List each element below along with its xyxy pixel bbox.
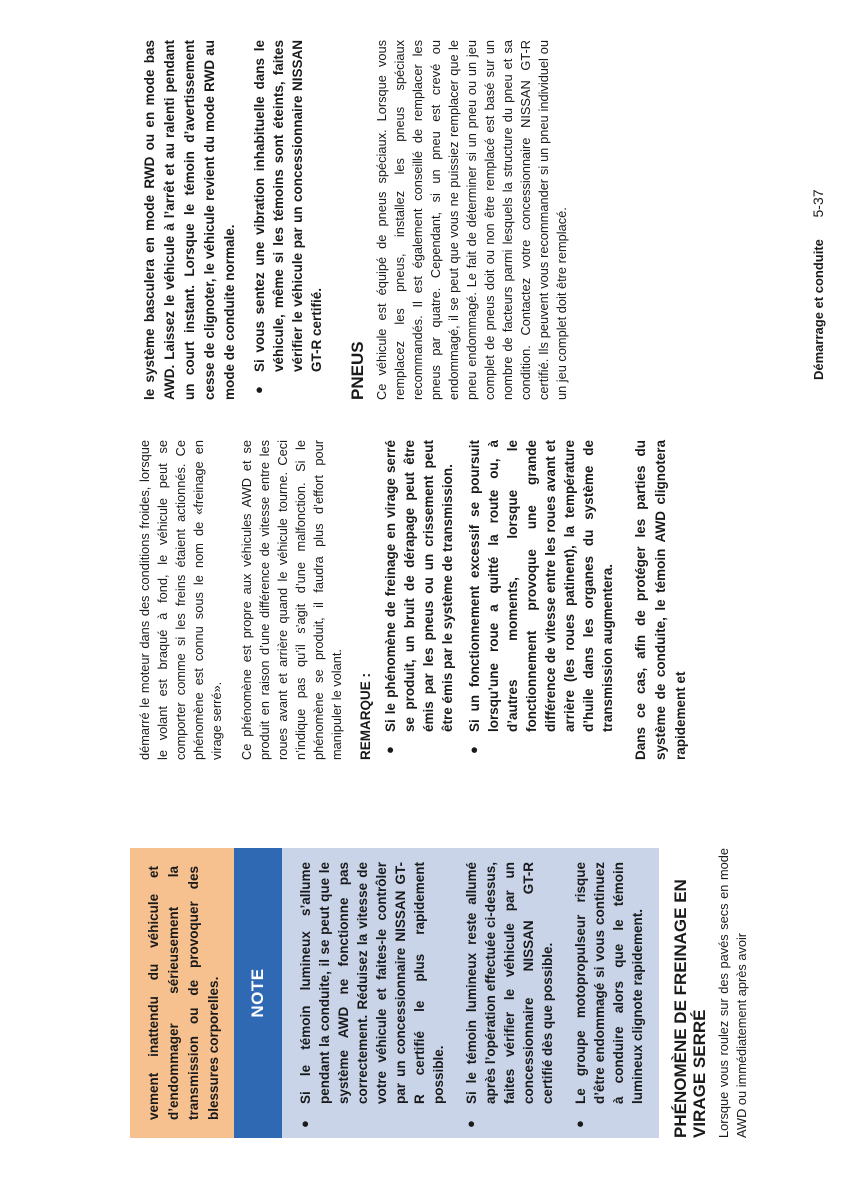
note-item-text: Le groupe motopropulseur risque d’être endommagé si vous continuez à conduire alors que le témoin lumineux clignote rapidement. [573, 862, 645, 1104]
note-item-text: Si le témoin lumineux s’allume pendant la conduite, il se peut que le système AWD ne fonctionne pas correctement. Réduisez la vitesse de votre véhicule et faites-le contrôler par un concessionnaire NISSAN GT-R certifié le plus rapidement possible. [298, 862, 446, 1104]
warning-text: vement inattendu du véhicule et d’endommager sérieusement la transmission ou de provoquer des blessures corporelles. [146, 866, 221, 1120]
note-box [234, 848, 659, 1138]
page-number: 5-37 [810, 189, 826, 218]
continued-para: le système basculera en mode RWD ou en mode bas AWD. Laissez le véhicule à l’arrêt et au ralenti pendant un court instant. Lorsque le témoin d’avertissement cesse de clignoter, le véhicule revient du mode RWD au mode de conduite normale. [142, 40, 237, 400]
bullet-icon: ● [572, 1120, 587, 1128]
remark-label: REMARQUE : [358, 673, 373, 760]
tight-turn-para2: Ce phénomène est propre aux véhicules AWD et se produit en raison d’une différence de vitesse entre les roues avant et arrière quand le véhicule tourne. Ceci n’indique pas qu’il s’agit d’une malfonction. Si le phénomène se produit, il faudra plus d’effort pour manipuler le volant. [239, 440, 344, 760]
footer-section: Démarrage et conduite [811, 239, 826, 380]
note-item [571, 848, 647, 1138]
page-footer [810, 189, 826, 380]
remark-list [381, 440, 617, 760]
note-item [296, 848, 448, 1138]
remark-item-text: Si le phénomène de freinage en virage serré se produit, un bruit de dérapage peut être émis par les pneus ou un crissement peut être émis par le système de transmission. [383, 440, 455, 732]
note-item-text: Si le témoin lumineux reste allumé après l’opération effectuée ci-dessus, faites vérifier le véhicule par un concessionnaire NISSAN GT-R certifié dès que possible. [464, 862, 555, 1104]
vibration-list [250, 40, 326, 400]
remark-item [465, 440, 617, 760]
note-title: NOTE [234, 848, 282, 1138]
bullet-icon: ● [297, 1120, 312, 1128]
column-1 [130, 848, 763, 1138]
warning-box [130, 848, 234, 1138]
tight-turn-intro: Lorsque vous roulez sur des pavés secs en mode AWD ou immédiatement après avoir [716, 848, 749, 1138]
protect-para: Dans ce cas, afin de protéger les parties du système de conduite, le témoin AWD clignotera rapidement et [633, 440, 688, 760]
tight-turn-para1: démarré le moteur dans des conditions froides, lorsque le volant est braqué à fond, le véhicule peut se comporter comme si les freins étaient actionnés. Ce phénomène est connu sous le nom de «freinage en virage serré». [137, 440, 224, 760]
column-3 [140, 40, 583, 400]
vibration-item [250, 40, 326, 400]
tires-text: Ce véhicule est équipé de pneus spéciaux. Lorsque vous remplacez les pneus, installez les pneus spéciaux recommandés. Il est également conseillé de remplacer les pneus par quatre. Cependant, si un pneu est crevé ou endommagé, il se peut que vous ne puissiez remplacer que le pneu endommagé. Le fait de déterminer si un pneu ou un jeu complet de pneus doit ou non être remplacé est basé sur un nombre de facteurs parmi lesquels la structure du pneu et sa condition. Contactez votre concessionnaire NISSAN GT-R certifié. Ils peuvent vous recommander si un pneu individuel ou un jeu complet doit être remplacé. [374, 40, 569, 400]
remark-item [381, 440, 457, 760]
remark-item-text: Si un fonctionnement excessif se poursuit lorsqu’une roue a quitté la route ou, à d’autres moments, lorsque le fonctionnement provoque une grande différence de vitesse entre les roues avant et arrière (les roues patinent), la température d’huile dans les organes du système de transmission augmentera. [467, 440, 615, 732]
bullet-icon: ● [463, 1120, 478, 1128]
column-2 [136, 440, 701, 760]
tires-heading: PNEUS [348, 341, 367, 400]
bullet-icon: ● [251, 386, 266, 394]
tight-turn-heading: PHÉNOMÈNE DE FREINAGE EN VIRAGE SERRÉ [671, 879, 709, 1138]
bullet-icon: ● [382, 746, 397, 754]
bullet-icon: ● [466, 746, 481, 754]
note-list [296, 848, 647, 1138]
note-item [462, 848, 557, 1138]
vibration-text: Si vous sentez une vibration inhabituelle dans le véhicule, même si les témoins sont éteints, faites vérifier le véhicule par un concessionnaire NISSAN GT-R certifié. [252, 40, 324, 372]
